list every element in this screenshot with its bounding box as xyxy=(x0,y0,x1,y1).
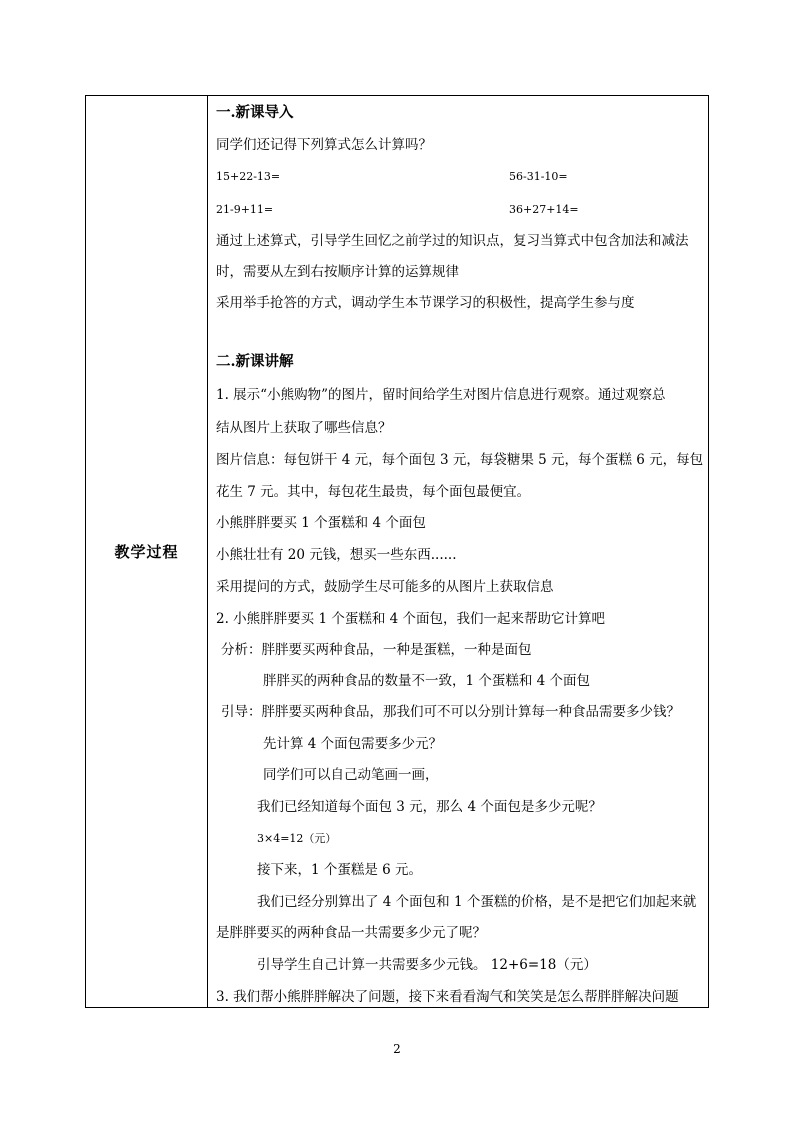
text-line: 引导：胖胖要买两种食品，那我们可不可以分别计算每一种食品需要多少钱？ xyxy=(221,704,680,720)
text-line: 结从图片上获取了哪些信息？ xyxy=(216,420,392,436)
text-line: 是胖胖要买的两种食品一共需要多少元了呢？ xyxy=(216,925,486,941)
text-line: 我们已经知道每个面包 3 元，那么 4 个面包是多少元呢？ xyxy=(257,799,602,815)
text-line: 2. 小熊胖胖要买 1 个蛋糕和 4 个面包，我们一起来帮助它计算吧 xyxy=(216,611,606,627)
text-line: 通过上述算式，引导学生回忆之前学过的知识点，复习当算式中包含加法和减法 xyxy=(216,233,689,249)
text-line: 小熊壮壮有 20 元钱，想买一些东西...... xyxy=(216,547,457,563)
text-line: 接下来，1 个蛋糕是 6 元。 xyxy=(257,862,423,878)
text-line: 时，需要从左到右按顺序计算的运算规律 xyxy=(216,264,459,280)
page-number: 2 xyxy=(393,1042,401,1056)
formula: 36+27+14= xyxy=(509,203,579,216)
text-line: 采用提问的方式，鼓励学生尽可能多的从图片上获取信息 xyxy=(216,579,554,595)
column-divider xyxy=(207,96,208,1007)
text-line: 分析：胖胖要买两种食品，一种是蛋糕，一种是面包 xyxy=(221,642,532,658)
formula: 3×4=12（元） xyxy=(257,832,337,845)
lesson-content xyxy=(209,96,708,1007)
text-line: 采用举手抢答的方式，调动学生本节课学习的积极性，提高学生参与度 xyxy=(216,295,635,311)
formula: 56-31-10= xyxy=(509,170,568,183)
formula: 21-9+11= xyxy=(216,203,274,216)
text-line: 花生 7 元。其中，每包花生最贵，每个面包最便宜。 xyxy=(216,484,531,500)
section-label: 教学过程 xyxy=(114,543,179,561)
text-line: 我们已经分别算出了 4 个面包和 1 个蛋糕的价格，是不是把它们加起来就 xyxy=(257,894,697,910)
text-line: 胖胖买的两种食品的数量不一致，1 个蛋糕和 4 个面包 xyxy=(263,673,591,689)
text-line: 引导学生自己计算一共需要多少元钱。 12+6=18（元） xyxy=(257,957,597,973)
text-line: 同学们可以自己动笔画一画， xyxy=(263,767,439,783)
text-line: 小熊胖胖要买 1 个蛋糕和 4 个面包 xyxy=(216,515,426,531)
heading-intro: 一.新课导入 xyxy=(216,104,294,121)
lesson-table xyxy=(85,95,709,1008)
text-line: 先计算 4 个面包需要多少元？ xyxy=(263,736,443,752)
formula: 15+22-13= xyxy=(216,170,281,183)
text-line: 同学们还记得下列算式怎么计算吗？ xyxy=(216,137,432,153)
heading-new-lesson: 二.新课讲解 xyxy=(216,353,294,370)
text-line: 图片信息：每包饼干 4 元，每个面包 3 元，每袋糖果 5 元，每个蛋糕 6 元，每包 xyxy=(216,452,704,468)
text-line: 1. 展示“小熊购物”的图片，留时间给学生对图片信息进行观察。通过观察总 xyxy=(216,387,666,403)
text-line: 3. 我们帮小熊胖胖解决了问题，接下来看看淘气和笑笑是怎么帮胖胖解决问题 xyxy=(216,989,679,1005)
